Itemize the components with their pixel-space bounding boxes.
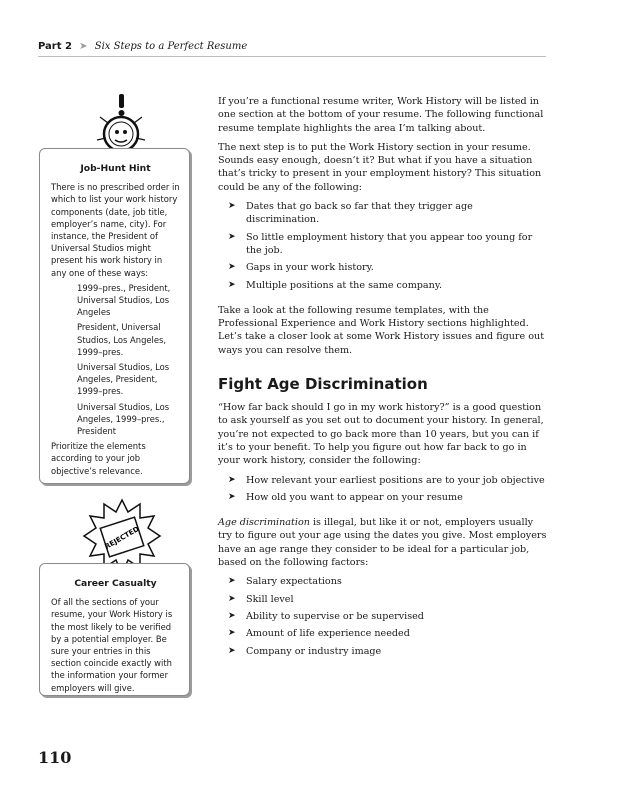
list-item: ➤ Amount of life experience needed xyxy=(228,627,548,640)
hint-intro: There is no prescribed order in which to list your work history components (date, job title, employer’s name, city). For instance, the President of Universal Studios might present his work history in any one of these ways: xyxy=(51,182,180,278)
section-heading: Fight Age Discrimination xyxy=(218,375,428,394)
chapter-title: Six Steps to a Perfect Resume xyxy=(94,41,248,52)
paragraph-text: is illegal, but like it or not, employers usually try to figure out your age using the dates you give. Most employers have an age range they consider to be ideal for a particular job, based on the following factors: xyxy=(218,517,547,569)
hint-list-item: Universal Studios, Los Angeles, President, 1999–pres. xyxy=(77,362,170,397)
running-header xyxy=(38,40,546,57)
list-item: ➤ Dates that go back so far that they trigger age discrimination. xyxy=(228,200,548,227)
list-item: ➤ Skill level xyxy=(228,593,548,606)
casualty-text: Of all the sections of your resume, your Work History is the most likely to be verified by a potential employer. Be sure your entries in this section coincide exactly with the information your former employers will give. xyxy=(51,597,173,693)
part-label: Part 2 xyxy=(38,41,72,52)
job-hunt-hint-box xyxy=(39,148,190,484)
paragraph: If you’re a functional resume writer, Work History will be listed in one section at the bottom of your resume. The following functional resume template highlights the area I’m talking about. xyxy=(218,96,544,134)
page-number: 110 xyxy=(38,748,72,767)
career-casualty-box xyxy=(39,563,190,696)
hint-list xyxy=(77,282,180,437)
list-item: ➤ Company or industry image xyxy=(228,645,548,658)
list-item: ➤ Multiple positions at the same company. xyxy=(228,279,548,292)
main-column xyxy=(218,95,548,670)
situation-list xyxy=(228,200,548,292)
list-item: ➤ How old you want to appear on your resume xyxy=(228,491,548,504)
hint-closing: Prioritize the elements according to your job objective’s relevance. xyxy=(51,441,146,476)
list-item: ➤ Gaps in your work history. xyxy=(228,261,548,274)
factor-list xyxy=(228,575,548,657)
hint-list-item: 1999–pres., President, Universal Studios, Los Angeles xyxy=(77,282,171,318)
hint-title: Job-Hunt Hint xyxy=(80,163,151,174)
paragraph xyxy=(218,516,548,569)
hint-list-item: Universal Studios, Los Angeles, 1999–pres., President xyxy=(77,401,170,437)
list-item: ➤ How relevant your earliest positions are to your job objective xyxy=(228,474,548,487)
hint-list-item: President, Universal Studios, Los Angeles, 1999–pres. xyxy=(77,322,167,357)
list-item: ➤ Ability to supervise or be supervised xyxy=(228,610,548,623)
list-item: ➤ So little employment history that you appear too young for the job. xyxy=(228,231,548,258)
paragraph: The next step is to put the Work History section in your resume. Sounds easy enough, doesn’t it? But what if you have a situation that’s tricky to present in your employment history? This situation could be any of the following: xyxy=(218,141,542,193)
consider-list xyxy=(228,474,548,505)
arrow-icon: ➤ xyxy=(79,41,88,52)
paragraph: Take a look at the following resume templates, with the Professional Experience and Work History sections highlighted. Let’s take a closer look at some Work History issues and figure out ways you can resolve them. xyxy=(218,304,545,356)
term-emphasis: Age discrimination xyxy=(218,517,310,529)
stamp-text: REJECTED xyxy=(103,525,141,551)
casualty-title: Career Casualty xyxy=(74,578,157,589)
paragraph: “How far back should I go in my work history?” is a good question to ask yourself as you set out to document your history. In general, you’re not expected to go back more than 10 years, but you can if it’s to your benefit. To help you figure out how far back to go in your work history, consider the following: xyxy=(218,402,544,467)
list-item: ➤ Salary expectations xyxy=(228,575,548,588)
